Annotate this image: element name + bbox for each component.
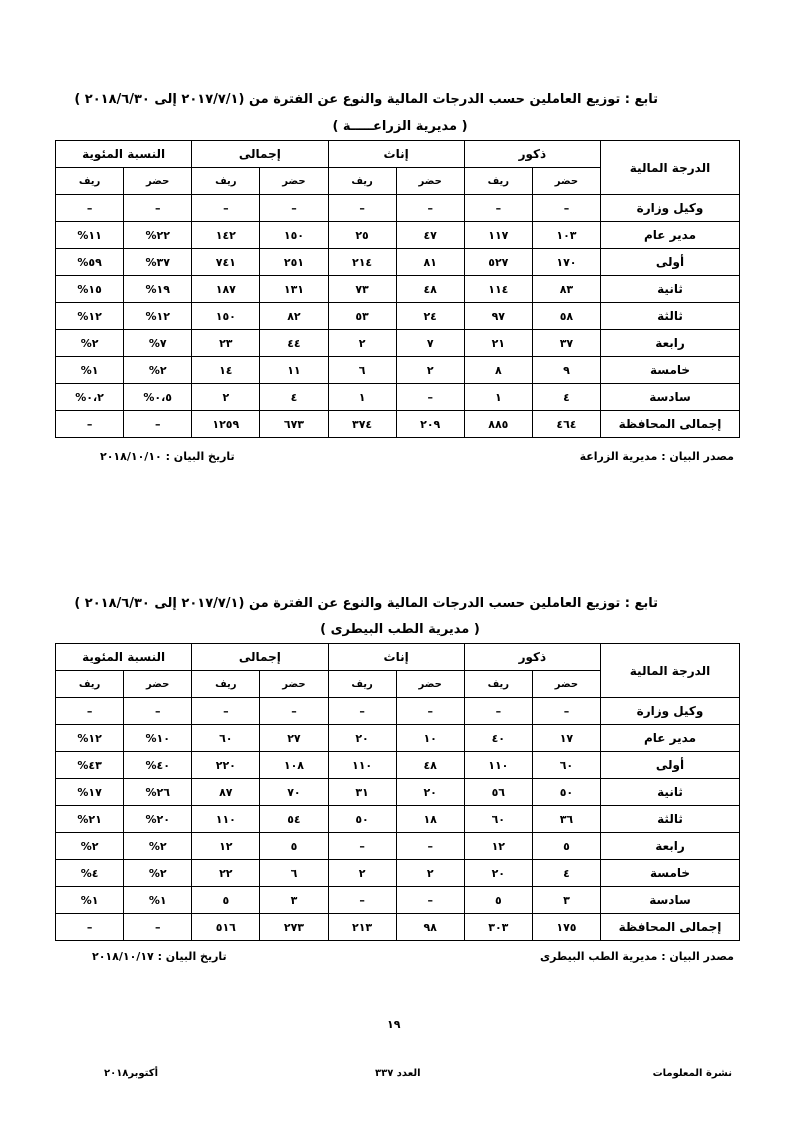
table-cell: ٥٠ bbox=[532, 779, 600, 806]
table-row bbox=[56, 249, 740, 276]
table-cell: ١٠٨ bbox=[260, 752, 328, 779]
table-cell: ٤ bbox=[260, 384, 328, 411]
row-label: إجمالى المحافظة bbox=[601, 411, 740, 438]
table-cell: – bbox=[260, 698, 328, 725]
table-cell: ٥٣ bbox=[328, 303, 396, 330]
grade-header: الدرجة المالية bbox=[601, 141, 740, 195]
table-cell: – bbox=[328, 698, 396, 725]
row-label: سادسة bbox=[601, 887, 740, 914]
table-cell: ١٤ bbox=[192, 357, 260, 384]
table-cell: – bbox=[56, 914, 124, 941]
table-row bbox=[56, 887, 740, 914]
table-cell: ٨٢ bbox=[260, 303, 328, 330]
males-header: ذكور bbox=[464, 141, 600, 168]
table-cell: ٣١ bbox=[328, 779, 396, 806]
table-cell: ٣ bbox=[260, 887, 328, 914]
table-cell: ٥٨ bbox=[532, 303, 600, 330]
table-cell: ٦ bbox=[260, 860, 328, 887]
table-row bbox=[56, 330, 740, 357]
table2-caption: تابع : توزيع العاملين حسب الدرجات المالية والنوع عن الفترة من (٢٠١٧/٧/١ إلى ٢٠١٨/٦/٣٠ ) bbox=[74, 596, 658, 611]
table-cell: ٥ bbox=[192, 887, 260, 914]
table1-caption: تابع : توزيع العاملين حسب الدرجات المالية والنوع عن الفترة من (٢٠١٧/٧/١ إلى ٢٠١٨/٦/٣٠ ) bbox=[74, 92, 658, 107]
table-cell: – bbox=[192, 698, 260, 725]
table-cell: – bbox=[124, 914, 192, 941]
row-label: أولى bbox=[601, 249, 740, 276]
table-cell: ٢٠ bbox=[464, 860, 532, 887]
table-cell: – bbox=[56, 195, 124, 222]
table-cell: ١ bbox=[464, 384, 532, 411]
table-cell: ١٣١ bbox=[260, 276, 328, 303]
table-cell: ٨ bbox=[464, 357, 532, 384]
row-label: سادسة bbox=[601, 384, 740, 411]
table-cell: ١٢ bbox=[464, 833, 532, 860]
table1-subtitle: ( مديرية الزراعـــــة ) bbox=[332, 119, 468, 134]
table-cell: ٤% bbox=[56, 860, 124, 887]
table-cell: ٦٧٣ bbox=[260, 411, 328, 438]
table-cell: – bbox=[56, 698, 124, 725]
table-cell: ١ bbox=[328, 384, 396, 411]
table-cell: ٢ bbox=[328, 330, 396, 357]
table-cell: ٥٠ bbox=[328, 806, 396, 833]
table-cell: – bbox=[396, 833, 464, 860]
rural-subheader: ريف bbox=[464, 168, 532, 195]
table-cell: ٣ bbox=[532, 887, 600, 914]
table-cell: ١٢% bbox=[56, 725, 124, 752]
table-cell: ٢٢% bbox=[124, 222, 192, 249]
row-label: ثالثة bbox=[601, 806, 740, 833]
table-cell: ١٠% bbox=[124, 725, 192, 752]
table-cell: ٥ bbox=[532, 833, 600, 860]
table-cell: ٢٥١ bbox=[260, 249, 328, 276]
row-label: مدير عام bbox=[601, 725, 740, 752]
row-label: رابعة bbox=[601, 330, 740, 357]
table-cell: ١١٧ bbox=[464, 222, 532, 249]
table-cell: ٤٦٤ bbox=[532, 411, 600, 438]
rural-subheader: ريف bbox=[328, 168, 396, 195]
table1-date: تاريخ البيان : ٢٠١٨/١٠/١٠ bbox=[100, 450, 235, 463]
table-cell: ٦ bbox=[328, 357, 396, 384]
table-cell: ٧٣ bbox=[328, 276, 396, 303]
table-cell: ١٠ bbox=[396, 725, 464, 752]
table-cell: ١٠٣ bbox=[532, 222, 600, 249]
table-cell: ١٢ bbox=[192, 833, 260, 860]
total-header: إجمالى bbox=[192, 644, 328, 671]
table-cell: ٧٠ bbox=[260, 779, 328, 806]
table-row bbox=[56, 914, 740, 941]
table-cell: ١٢% bbox=[124, 303, 192, 330]
table-cell: ٤٤ bbox=[260, 330, 328, 357]
row-label: وكيل وزارة bbox=[601, 195, 740, 222]
table-cell: – bbox=[396, 384, 464, 411]
table-row bbox=[56, 357, 740, 384]
table-cell: – bbox=[328, 887, 396, 914]
table-cell: – bbox=[124, 195, 192, 222]
table-cell: ٢ bbox=[396, 860, 464, 887]
urban-subheader: حضر bbox=[260, 671, 328, 698]
row-label: خامسة bbox=[601, 860, 740, 887]
table-cell: – bbox=[464, 195, 532, 222]
table-cell: ٤٠% bbox=[124, 752, 192, 779]
table-cell: ١٥٠ bbox=[260, 222, 328, 249]
table-cell: ١٧٥ bbox=[532, 914, 600, 941]
table-cell: ١٢% bbox=[56, 303, 124, 330]
table-cell: ٧٤١ bbox=[192, 249, 260, 276]
table-cell: ٩٨ bbox=[396, 914, 464, 941]
table-cell: – bbox=[260, 195, 328, 222]
table-cell: – bbox=[56, 411, 124, 438]
table-cell: ٢% bbox=[124, 860, 192, 887]
table-row bbox=[56, 384, 740, 411]
table-cell: ١٧٠ bbox=[532, 249, 600, 276]
table-cell: ٤٠ bbox=[464, 725, 532, 752]
table-cell: ٤٨ bbox=[396, 276, 464, 303]
page-number: ١٩ bbox=[387, 1018, 401, 1031]
table-cell: – bbox=[532, 698, 600, 725]
rural-subheader: ريف bbox=[464, 671, 532, 698]
table-cell: ٦٠ bbox=[192, 725, 260, 752]
table-cell: ٢٢٠ bbox=[192, 752, 260, 779]
urban-subheader: حضر bbox=[124, 168, 192, 195]
table-cell: ٥ bbox=[260, 833, 328, 860]
table-cell: ٢٠% bbox=[124, 806, 192, 833]
table1-source: مصدر البيان : مديرية الزراعة bbox=[579, 450, 734, 463]
table-cell: ٢ bbox=[328, 860, 396, 887]
table-cell: ١% bbox=[56, 887, 124, 914]
table-cell: – bbox=[396, 195, 464, 222]
table-cell: ١١٠ bbox=[464, 752, 532, 779]
urban-subheader: حضر bbox=[260, 168, 328, 195]
row-label: أولى bbox=[601, 752, 740, 779]
table-cell: – bbox=[464, 698, 532, 725]
table-cell: ٤٣% bbox=[56, 752, 124, 779]
table-cell: ٨٧ bbox=[192, 779, 260, 806]
table-cell: ١٢٥٩ bbox=[192, 411, 260, 438]
bulletin-name: نشرة المعلومات bbox=[652, 1068, 732, 1079]
table-cell: ١% bbox=[56, 357, 124, 384]
table-cell: ٥٤ bbox=[260, 806, 328, 833]
rural-subheader: ريف bbox=[56, 168, 124, 195]
table-cell: ٧ bbox=[396, 330, 464, 357]
table2-subtitle: ( مديرية الطب البيطرى ) bbox=[320, 622, 480, 637]
table-cell: ٢١٣ bbox=[328, 914, 396, 941]
issue-number: العدد ٣٣٧ bbox=[375, 1068, 421, 1079]
table-cell: ١٤٢ bbox=[192, 222, 260, 249]
females-header: إناث bbox=[328, 141, 464, 168]
table-cell: ٢% bbox=[56, 330, 124, 357]
table2-source: مصدر البيان : مديرية الطب البيطرى bbox=[539, 950, 734, 963]
table1 bbox=[55, 140, 740, 438]
table-cell: ٢٠ bbox=[396, 779, 464, 806]
percentage-header: النسبة المئوية bbox=[56, 141, 192, 168]
table-row bbox=[56, 806, 740, 833]
table-cell: ٥١٦ bbox=[192, 914, 260, 941]
row-label: خامسة bbox=[601, 357, 740, 384]
table-cell: – bbox=[328, 195, 396, 222]
row-label: رابعة bbox=[601, 833, 740, 860]
urban-subheader: حضر bbox=[532, 168, 600, 195]
table-row bbox=[56, 222, 740, 249]
rural-subheader: ريف bbox=[192, 168, 260, 195]
percentage-header: النسبة المئوية bbox=[56, 644, 192, 671]
table-cell: ٦٠ bbox=[464, 806, 532, 833]
table-cell: ٣٦ bbox=[532, 806, 600, 833]
table-cell: ٢% bbox=[124, 833, 192, 860]
table-row bbox=[56, 276, 740, 303]
table-cell: ٢٤ bbox=[396, 303, 464, 330]
row-label: ثانية bbox=[601, 779, 740, 806]
urban-subheader: حضر bbox=[532, 671, 600, 698]
table-cell: – bbox=[396, 698, 464, 725]
table-cell: ٢٧٣ bbox=[260, 914, 328, 941]
table-cell: ٢% bbox=[56, 833, 124, 860]
urban-subheader: حضر bbox=[396, 671, 464, 698]
table-cell: ٢٥ bbox=[328, 222, 396, 249]
table-row bbox=[56, 779, 740, 806]
table-cell: ١١ bbox=[260, 357, 328, 384]
rural-subheader: ريف bbox=[328, 671, 396, 698]
table-cell: ١١٠ bbox=[192, 806, 260, 833]
rural-subheader: ريف bbox=[56, 671, 124, 698]
table-cell: – bbox=[124, 411, 192, 438]
table-cell: ٤٧ bbox=[396, 222, 464, 249]
row-label: وكيل وزارة bbox=[601, 698, 740, 725]
table-cell: ١٧ bbox=[532, 725, 600, 752]
table-cell: ٧% bbox=[124, 330, 192, 357]
table2-date: تاريخ البيان : ٢٠١٨/١٠/١٧ bbox=[92, 950, 227, 963]
table-cell: – bbox=[532, 195, 600, 222]
table-cell: ٣٧ bbox=[532, 330, 600, 357]
table-cell: – bbox=[192, 195, 260, 222]
table-cell: ١١٠ bbox=[328, 752, 396, 779]
table-row bbox=[56, 411, 740, 438]
table-cell: ٢١ bbox=[464, 330, 532, 357]
table-cell: ٥٦ bbox=[464, 779, 532, 806]
table-cell: ٣٧% bbox=[124, 249, 192, 276]
table-cell: ٢ bbox=[396, 357, 464, 384]
table-cell: ٩ bbox=[532, 357, 600, 384]
urban-subheader: حضر bbox=[396, 168, 464, 195]
table-row bbox=[56, 303, 740, 330]
grade-header: الدرجة المالية bbox=[601, 644, 740, 698]
table-cell: ١% bbox=[124, 887, 192, 914]
table-row bbox=[56, 860, 740, 887]
table-cell: ٣٧٤ bbox=[328, 411, 396, 438]
table-cell: ٢% bbox=[124, 357, 192, 384]
table-cell: ٤ bbox=[532, 860, 600, 887]
table-cell: ٤ bbox=[532, 384, 600, 411]
table-cell: ١١% bbox=[56, 222, 124, 249]
table-cell: ٢٠٩ bbox=[396, 411, 464, 438]
table-cell: ٩٧ bbox=[464, 303, 532, 330]
table-cell: ٨٣ bbox=[532, 276, 600, 303]
table-cell: ١١٤ bbox=[464, 276, 532, 303]
table-cell: ١٨٧ bbox=[192, 276, 260, 303]
urban-subheader: حضر bbox=[124, 671, 192, 698]
table-cell: ١٥% bbox=[56, 276, 124, 303]
table-cell: ٥ bbox=[464, 887, 532, 914]
table-cell: – bbox=[328, 833, 396, 860]
table-row bbox=[56, 195, 740, 222]
females-header: إناث bbox=[328, 644, 464, 671]
table-cell: ٢٧ bbox=[260, 725, 328, 752]
row-label: ثالثة bbox=[601, 303, 740, 330]
table-cell: ٣٠٣ bbox=[464, 914, 532, 941]
table1-body bbox=[56, 195, 740, 438]
table-cell: ٤٨ bbox=[396, 752, 464, 779]
issue-month: أكتوبر٢٠١٨ bbox=[104, 1068, 158, 1079]
table-cell: – bbox=[396, 887, 464, 914]
table-row bbox=[56, 752, 740, 779]
table-cell: ٢١٤ bbox=[328, 249, 396, 276]
table-cell: ١٨ bbox=[396, 806, 464, 833]
rural-subheader: ريف bbox=[192, 671, 260, 698]
table-cell: ٢٣ bbox=[192, 330, 260, 357]
table-cell: ١٧% bbox=[56, 779, 124, 806]
table-cell: ١٩% bbox=[124, 276, 192, 303]
table-cell: ٢٠ bbox=[328, 725, 396, 752]
table2-body bbox=[56, 698, 740, 941]
table-cell: ٠،٥% bbox=[124, 384, 192, 411]
table-cell: ٨١ bbox=[396, 249, 464, 276]
table-cell: ٢١% bbox=[56, 806, 124, 833]
table-cell: ١٥٠ bbox=[192, 303, 260, 330]
table-row bbox=[56, 725, 740, 752]
table-row bbox=[56, 698, 740, 725]
table-cell: ٥٢٧ bbox=[464, 249, 532, 276]
table-cell: ٠،٢% bbox=[56, 384, 124, 411]
table-cell: ٨٨٥ bbox=[464, 411, 532, 438]
table-cell: – bbox=[124, 698, 192, 725]
row-label: مدير عام bbox=[601, 222, 740, 249]
table2 bbox=[55, 643, 740, 941]
males-header: ذكور bbox=[464, 644, 600, 671]
total-header: إجمالى bbox=[192, 141, 328, 168]
table-cell: ٢ bbox=[192, 384, 260, 411]
table-cell: ٢٦% bbox=[124, 779, 192, 806]
table-cell: ٦٠ bbox=[532, 752, 600, 779]
row-label: ثانية bbox=[601, 276, 740, 303]
row-label: إجمالى المحافظة bbox=[601, 914, 740, 941]
table-cell: ٢٢ bbox=[192, 860, 260, 887]
table-cell: ٥٩% bbox=[56, 249, 124, 276]
table-row bbox=[56, 833, 740, 860]
